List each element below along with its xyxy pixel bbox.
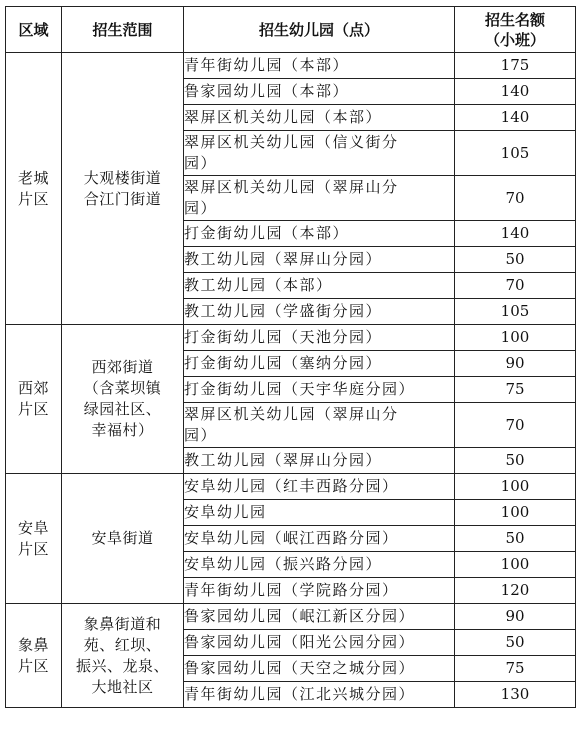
quota-cell: 70 — [455, 403, 576, 448]
scope-cell: 西郊街道 （含菜坝镇 绿园社区、 幸福村） — [62, 325, 184, 474]
table-row — [6, 604, 576, 630]
kindergarten-cell: 青年街幼儿园（本部） — [184, 53, 455, 79]
region-cell: 安阜 片区 — [6, 474, 62, 604]
quota-cell: 50 — [455, 630, 576, 656]
quota-cell: 140 — [455, 105, 576, 131]
quota-cell: 70 — [455, 273, 576, 299]
kindergarten-cell: 青年街幼儿园（学院路分园） — [184, 578, 455, 604]
kindergarten-cell: 打金街幼儿园（本部） — [184, 221, 455, 247]
scope-cell: 安阜街道 — [62, 474, 184, 604]
quota-cell: 50 — [455, 247, 576, 273]
kindergarten-cell: 翠屏区机关幼儿园（本部） — [184, 105, 455, 131]
quota-cell: 100 — [455, 474, 576, 500]
quota-cell: 75 — [455, 656, 576, 682]
scope-cell: 象鼻街道和 苑、红坝、 振兴、龙泉、 大地社区 — [62, 604, 184, 708]
table-row — [6, 474, 576, 500]
kindergarten-cell: 安阜幼儿园（岷江西路分园） — [184, 526, 455, 552]
region-cell: 西郊 片区 — [6, 325, 62, 474]
kindergarten-cell: 教工幼儿园（学盛街分园） — [184, 299, 455, 325]
enrollment-table — [5, 6, 576, 708]
kindergarten-cell: 鲁家园幼儿园（岷江新区分园） — [184, 604, 455, 630]
kindergarten-cell: 打金街幼儿园（天宇华庭分园） — [184, 377, 455, 403]
table-row — [6, 53, 576, 79]
kindergarten-cell: 教工幼儿园（本部） — [184, 273, 455, 299]
quota-cell: 175 — [455, 53, 576, 79]
header-row — [6, 7, 576, 53]
quota-cell: 120 — [455, 578, 576, 604]
kindergarten-cell: 打金街幼儿园（塞纳分园） — [184, 351, 455, 377]
kindergarten-cell: 鲁家园幼儿园（阳光公园分园） — [184, 630, 455, 656]
kindergarten-cell: 翠屏区机关幼儿园（信义街分 园） — [184, 131, 455, 176]
kindergarten-cell: 安阜幼儿园（振兴路分园） — [184, 552, 455, 578]
quota-cell: 50 — [455, 448, 576, 474]
kindergarten-cell: 教工幼儿园（翠屏山分园） — [184, 247, 455, 273]
region-cell: 老城 片区 — [6, 53, 62, 325]
header-kindergarten: 招生幼儿园（点） — [184, 7, 455, 53]
quota-cell: 140 — [455, 79, 576, 105]
kindergarten-cell: 安阜幼儿园 — [184, 500, 455, 526]
quota-cell: 70 — [455, 176, 576, 221]
quota-cell: 100 — [455, 500, 576, 526]
quota-cell: 105 — [455, 299, 576, 325]
quota-cell: 90 — [455, 604, 576, 630]
kindergarten-cell: 安阜幼儿园（红丰西路分园） — [184, 474, 455, 500]
kindergarten-cell: 翠屏区机关幼儿园（翠屏山分 园） — [184, 403, 455, 448]
region-cell: 象鼻 片区 — [6, 604, 62, 708]
kindergarten-cell: 青年街幼儿园（江北兴城分园） — [184, 682, 455, 708]
quota-cell: 130 — [455, 682, 576, 708]
kindergarten-cell: 翠屏区机关幼儿园（翠屏山分 园） — [184, 176, 455, 221]
kindergarten-cell: 打金街幼儿园（天池分园） — [184, 325, 455, 351]
header-quota: 招生名额 （小班） — [455, 7, 576, 53]
header-region: 区域 — [6, 7, 62, 53]
quota-cell: 140 — [455, 221, 576, 247]
quota-cell: 100 — [455, 552, 576, 578]
quota-cell: 90 — [455, 351, 576, 377]
kindergarten-cell: 教工幼儿园（翠屏山分园） — [184, 448, 455, 474]
scope-cell: 大观楼街道 合江门街道 — [62, 53, 184, 325]
table-row — [6, 325, 576, 351]
kindergarten-cell: 鲁家园幼儿园（天空之城分园） — [184, 656, 455, 682]
header-scope: 招生范围 — [62, 7, 184, 53]
quota-cell: 75 — [455, 377, 576, 403]
quota-cell: 105 — [455, 131, 576, 176]
table-body — [6, 53, 576, 708]
quota-cell: 100 — [455, 325, 576, 351]
quota-cell: 50 — [455, 526, 576, 552]
kindergarten-cell: 鲁家园幼儿园（本部） — [184, 79, 455, 105]
